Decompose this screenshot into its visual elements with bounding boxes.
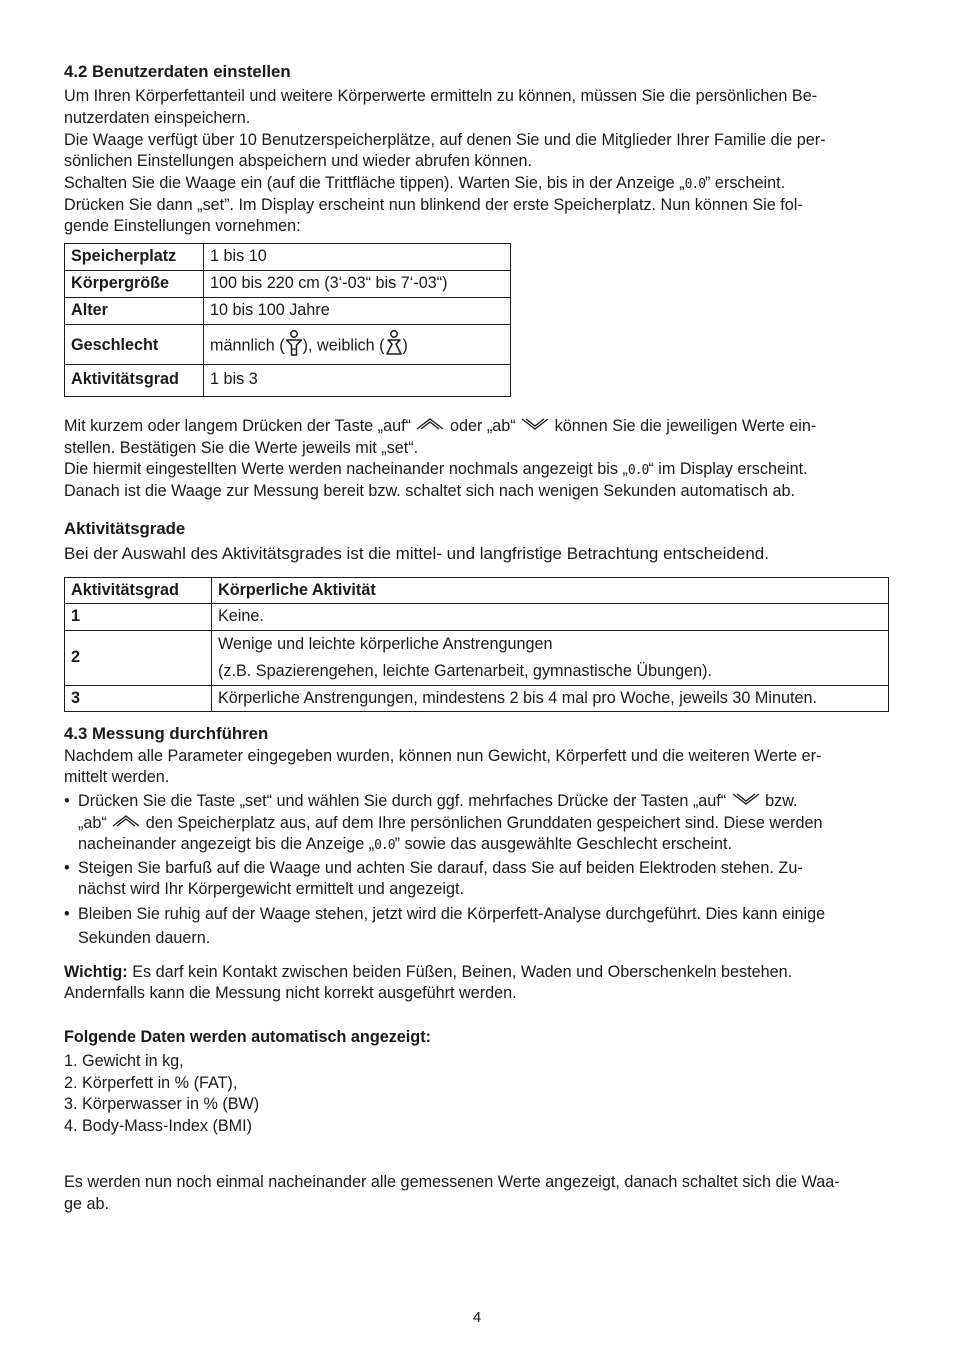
paragraph-line: stellen. Bestätigen Sie die Werte jeweils mit „set“.: [64, 439, 419, 457]
list-item: 1. Gewicht in kg,: [64, 1052, 184, 1070]
paragraph-line: Danach ist die Waage zur Messung bereit bzw. schaltet sich nach wenigen Sekunden automatisch ab.: [64, 482, 795, 500]
male-user-icon: [285, 329, 303, 364]
list-item: 2. Körperfett in % (FAT),: [64, 1074, 238, 1092]
bullet-line: [78, 834, 732, 857]
section-title-activity: Aktivitätsgrade: [64, 519, 186, 538]
text-span: männlich (: [210, 336, 285, 355]
bullet-line: Steigen Sie barfuß auf die Waage und achten Sie darauf, dass Sie auf beiden Elektroden stehen. Zu-: [78, 859, 803, 877]
bullet-line: [78, 791, 798, 813]
bullet-line: Bleiben Sie ruhig auf der Waage stehen, jetzt wird die Körperfett-Analyse durchgeführt. Dies kann einige: [78, 905, 826, 923]
table-row: [65, 364, 511, 396]
table-cell-label: Geschlecht: [65, 325, 204, 365]
table-header-cell: Körperliche Aktivität: [212, 578, 889, 604]
chevron-down-icon: [520, 416, 550, 438]
table-cell-level: 2: [65, 631, 212, 686]
data-list-title: Folgende Daten werden automatisch angezeigt:: [64, 1028, 431, 1046]
paragraph-line: Um Ihren Körperfettanteil und weitere Körperwerte ermitteln zu können, müssen Sie die persönlichen Be-: [64, 87, 818, 105]
display-readout: 0.0: [684, 177, 706, 192]
paragraph-line: gende Einstellungen vornehmen:: [64, 217, 301, 235]
table-row: [65, 244, 511, 271]
table-header-cell: Aktivitätsgrad: [65, 578, 212, 604]
paragraph-line: [64, 459, 808, 482]
text-span: Drücken Sie die Taste „set“ und wählen Sie durch ggf. mehrfaches Drücke der Tasten „auf“: [78, 792, 727, 811]
text-span: den Speicherplatz aus, auf dem Ihre persönlichen Grunddaten gespeichert sind. Diese werden: [145, 814, 823, 833]
display-readout: 0.0: [627, 463, 649, 478]
table-cell-label: Körpergröße: [65, 271, 204, 298]
text-span: bzw.: [765, 792, 798, 811]
table-header-row: [65, 578, 889, 604]
bullet-line: [78, 813, 823, 835]
text-span: oder „ab“: [449, 417, 516, 436]
chevron-down-icon: [731, 791, 761, 813]
table-row: [65, 325, 511, 365]
paragraph-line: sönlichen Einstellungen abspeichern und wieder abrufen können.: [64, 152, 532, 170]
important-note: [64, 962, 792, 984]
text-span: “ im Display erscheint.: [648, 460, 808, 478]
bullet: •: [64, 792, 70, 810]
text-span: ” sowie das ausgewählte Geschlecht erscheint.: [394, 835, 732, 853]
paragraph-line: nutzerdaten einspeichern.: [64, 109, 251, 127]
text-line: Wenige und leichte körperliche Anstrengungen: [218, 635, 553, 653]
table-cell-level: 1: [65, 604, 212, 631]
text-span: können Sie die jeweiligen Werte ein-: [554, 417, 817, 436]
female-user-icon: [385, 329, 403, 364]
paragraph-line: Andernfalls kann die Messung nicht korrekt ausgeführt werden.: [64, 984, 517, 1002]
text-span: Es darf kein Kontakt zwischen beiden Füßen, Beinen, Waden und Oberschenkeln bestehen.: [127, 963, 793, 981]
text-span: Die hiermit eingestellten Werte werden nacheinander nochmals angezeigt bis „: [64, 460, 628, 478]
table-cell-label: Alter: [65, 298, 204, 325]
text-span: „ab“: [78, 814, 107, 833]
paragraph-line: Die Waage verfügt über 10 Benutzerspeicherplätze, auf denen Sie und die Mitglieder Ihrer Familie die per-: [64, 131, 826, 149]
table-cell-value: 1 bis 10: [204, 244, 511, 271]
table-row: [65, 604, 889, 631]
paragraph-line: Nachdem alle Parameter eingegeben wurden, können nun Gewicht, Körperfett und die weiteren Werte er-: [64, 747, 822, 765]
paragraph-line: Drücken Sie dann „set”. Im Display erscheint nun blinkend der erste Speicherplatz. Nun können Sie fol-: [64, 196, 803, 214]
table-row: [65, 271, 511, 298]
page-number: 4: [472, 1309, 482, 1326]
table-cell-label: Speicherplatz: [65, 244, 204, 271]
section-title-4-3: 4.3 Messung durchführen: [64, 724, 269, 743]
text-span: ” erscheint.: [705, 174, 786, 192]
table-cell-activity: Körperliche Anstrengungen, mindestens 2 bis 4 mal pro Woche, jeweils 30 Minuten.: [212, 686, 889, 712]
table-cell-value: 10 bis 100 Jahre: [204, 298, 511, 325]
activity-table: [64, 577, 889, 712]
table-cell-level: 3: [65, 686, 212, 712]
text-span: ): [402, 336, 408, 355]
list-item: 4. Body-Mass-Index (BMI): [64, 1117, 253, 1135]
text-span: ), weiblich (: [302, 336, 385, 355]
text-span: Schalten Sie die Waage ein (auf die Trittfläche tippen). Warten Sie, bis in der Anzeige „: [64, 174, 685, 192]
chevron-up-icon: [415, 416, 445, 438]
settings-table: [64, 243, 511, 397]
text-span: Mit kurzem oder langem Drücken der Taste „auf“: [64, 417, 411, 436]
bullet: •: [64, 859, 70, 877]
table-row: [65, 686, 889, 712]
bullet-line: nächst wird Ihr Körpergewicht ermittelt und angezeigt.: [78, 880, 464, 898]
table-cell-activity: Keine.: [212, 604, 889, 631]
table-cell-activity: [212, 631, 889, 686]
table-cell-value: [204, 325, 511, 365]
important-label: Wichtig:: [64, 963, 128, 981]
paragraph-line: ge ab.: [64, 1195, 110, 1213]
chevron-up-icon: [111, 813, 141, 835]
table-cell-label: Aktivitätsgrad: [65, 364, 204, 396]
list-item: 3. Körperwasser in % (BW): [64, 1095, 260, 1113]
table-row: [65, 631, 889, 686]
section-title-4-2: 4.2 Benutzerdaten einstellen: [64, 62, 291, 81]
paragraph-line: Es werden nun noch einmal nacheinander alle gemessenen Werte angezeigt, danach schaltet sich die Waa-: [64, 1173, 840, 1191]
bullet: •: [64, 905, 70, 923]
table-cell-value: 100 bis 220 cm (3‘-03“ bis 7‘-03“): [204, 271, 511, 298]
paragraph-line: [64, 173, 785, 196]
paragraph-line: [64, 416, 816, 438]
paragraph-line: mittelt werden.: [64, 768, 170, 786]
text-line: (z.B. Spazierengehen, leichte Gartenarbeit, gymnastische Übungen).: [218, 662, 712, 680]
text-span: nacheinander angezeigt bis die Anzeige „: [78, 835, 375, 853]
bullet-line: Sekunden dauern.: [78, 929, 211, 947]
table-cell-value: 1 bis 3: [204, 364, 511, 396]
paragraph-line: Bei der Auswahl des Aktivitätsgrades ist die mittel- und langfristige Betrachtung entscheidend.: [64, 544, 769, 563]
display-readout: 0.0: [374, 838, 395, 853]
table-row: [65, 298, 511, 325]
